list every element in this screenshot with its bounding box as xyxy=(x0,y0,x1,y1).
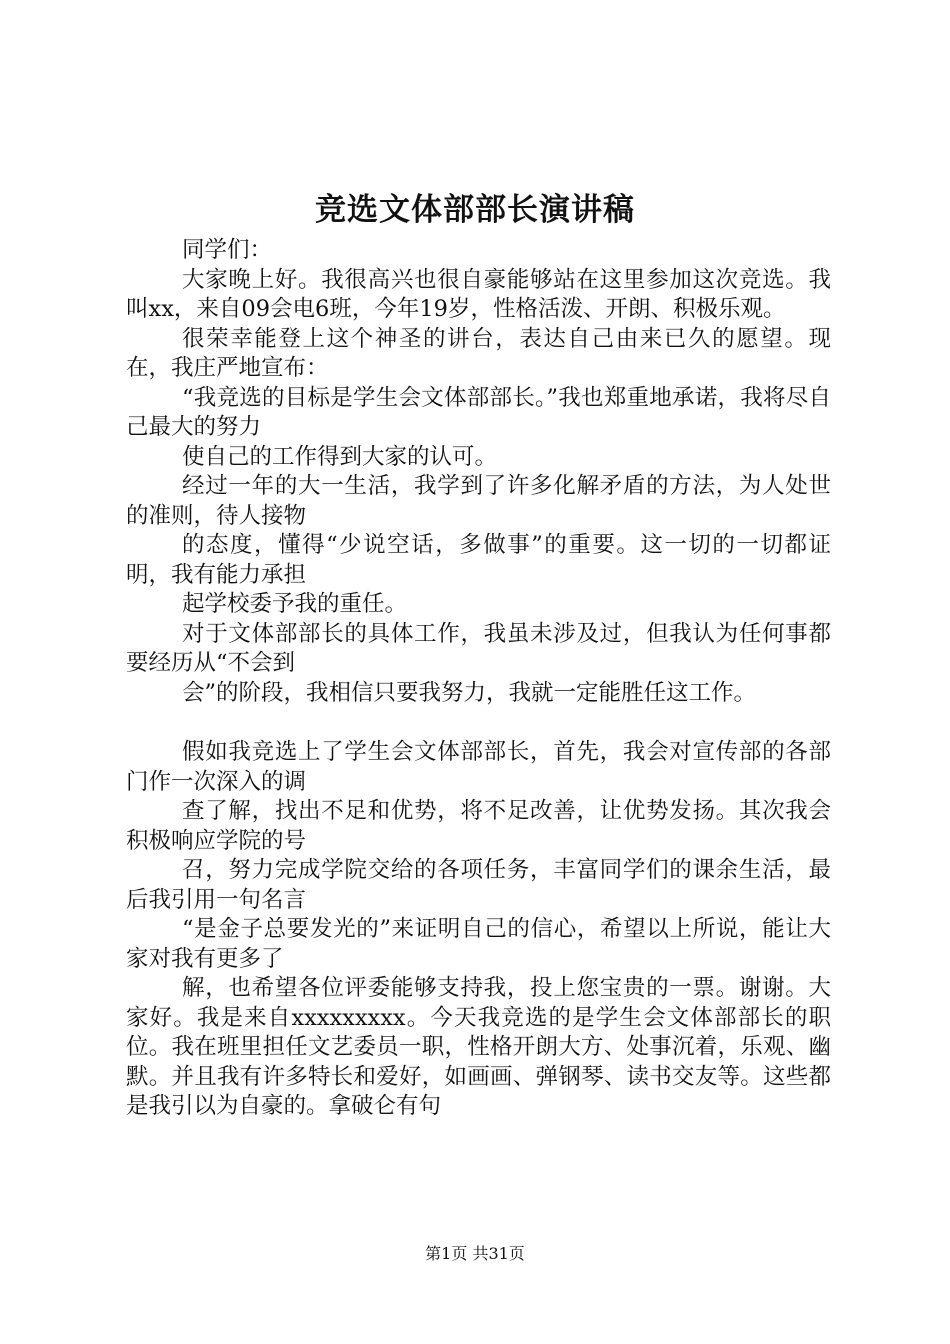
paragraph: 解，也希望各位评委能够支持我，投上您宝贵的一票。谢谢。大家好。我是来自xxxxxxxxx。今天我竞选的是学生会文体部部长的职位。我在班里担任文艺委员一职，性格开朗大方、处事沉着，乐观、幽默。并且我有许多特长和爱好，如画画、弹钢琴、读书交友等。这些都是我引以为自豪的。拿破仑有句 xyxy=(126,975,831,1119)
document-body xyxy=(126,236,831,1122)
paragraph: 对于文体部部长的具体工作，我虽未涉及过，但我认为任何事都要经历从“不会到 xyxy=(126,620,831,676)
paragraph: 假如我竞选上了学生会文体部部长，首先，我会对宣传部的各部门作一次深入的调 xyxy=(126,739,831,795)
paragraph: “是金子总要发光的”来证明自己的信心，希望以上所说，能让大家对我有更多了 xyxy=(126,916,831,972)
paragraph: 大家晚上好。我很高兴也很自豪能够站在这里参加这次竞选。我叫xx，来自09会电6班，今年19岁，性格活泼、开朗、积极乐观。 xyxy=(126,266,831,322)
paragraph: 会”的阶段，我相信只要我努力，我就一定能胜任这工作。 xyxy=(182,679,757,706)
page-number-footer: 第1页 共31页 xyxy=(425,1244,525,1263)
paragraph: 的态度，懂得“少说空话，多做事”的重要。这一切的一切都证明，我有能力承担 xyxy=(126,532,831,588)
paragraph: 使自己的工作得到大家的认可。 xyxy=(182,443,498,470)
paragraph: 召，努力完成学院交给的各项任务，丰富同学们的课余生活，最后我引用一句名言 xyxy=(126,857,831,913)
paragraph-salutation: 同学们： xyxy=(182,237,273,263)
document-title: 竞选文体部部长演讲稿 xyxy=(315,192,635,228)
paragraph: 经过一年的大一生活，我学到了许多化解矛盾的方法，为人处世的准则，待人接物 xyxy=(126,473,831,529)
paragraph: “我竞选的目标是学生会文体部部长。”我也郑重地承诺，我将尽自己最大的努力 xyxy=(126,384,831,440)
paragraph: 很荣幸能登上这个神圣的讲台，表达自己由来已久的愿望。现在，我庄严地宣布： xyxy=(126,325,831,381)
paragraph: 查了解，找出不足和优势，将不足改善，让优势发扬。其次我会积极响应学院的号 xyxy=(126,798,831,854)
paragraph: 起学校委予我的重任。 xyxy=(182,591,408,617)
